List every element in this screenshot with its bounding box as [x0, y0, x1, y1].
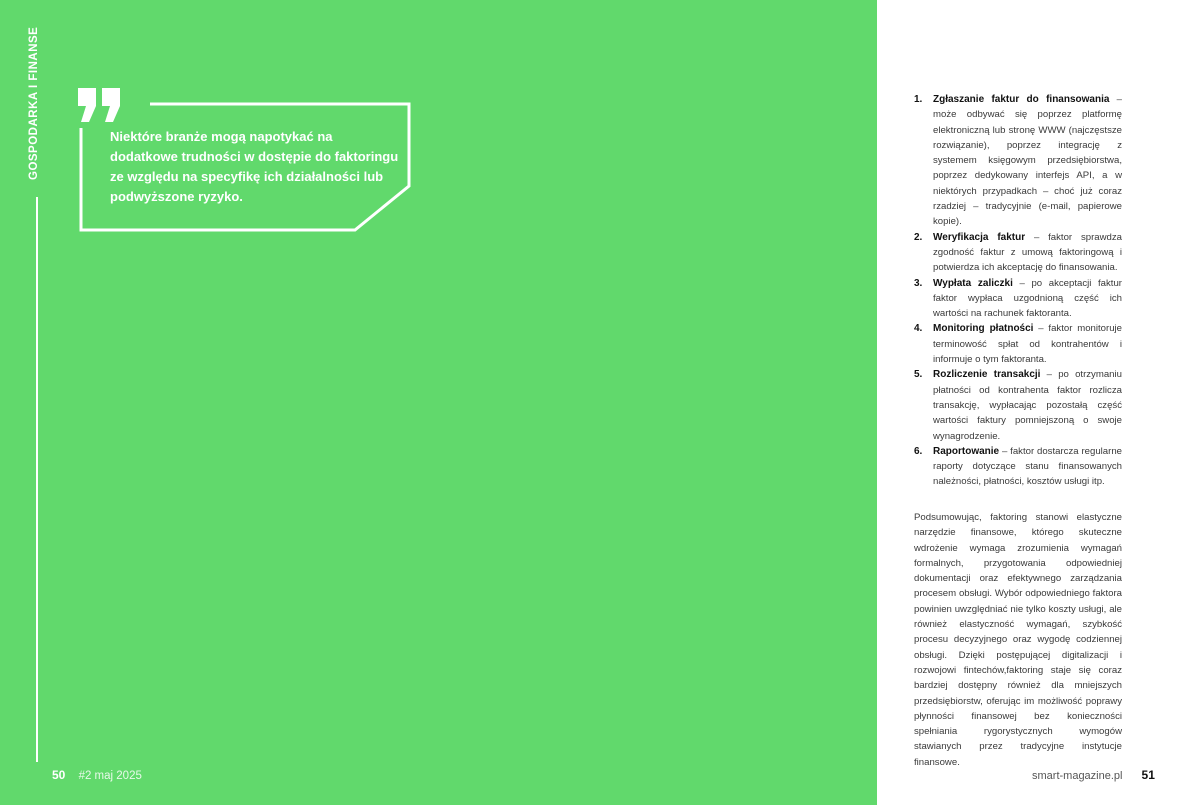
page-number-left: 50	[52, 768, 66, 782]
summary-paragraph: Podsumowując, faktoring stanowi elastyczne narzędzie finansowe, którego skuteczne wdrożenie wymaga zrozumienia wymagań formalnych, przygotowania odpowiedniej dokumentacji oraz efektywnego zarządzania procesem obsługi. Wybór odpowiedniego faktora powinien uwzględniać nie tylko koszty usługi, ale również elastyczność wymagań, szybkość procesu decyzyjnego oraz wygodę codziennej obsługi. Dzięki postępującej digitalizacji i rozwojowi fintechów,faktoring staje się coraz bardziej dostępny również dla mniejszych przedsiębiorstw, oferując im możliwość poprawy płynności finansowej bez konieczności spełniania rygorystycznych wymogów stawianych przez tradycyjne instytucje finansowe.	[914, 512, 1122, 768]
steps-list	[914, 92, 1122, 490]
step-text: – faktor dostarcza regularne raporty dotyczące stanu finansowanych należności, płatności, kosztów usługi itp.	[933, 445, 1122, 488]
step-number: 3.	[914, 277, 923, 289]
step-text: – po akceptacji faktur faktor wypłaca uzgodnioną część ich wartości na rachunek faktoranta.	[933, 277, 1122, 320]
list-item	[914, 367, 1122, 443]
step-number: 4.	[914, 323, 923, 335]
step-title: Raportowanie	[933, 445, 1000, 457]
step-title: Monitoring płatności	[933, 323, 1034, 335]
step-number: 6.	[914, 445, 923, 457]
list-item	[914, 444, 1122, 490]
step-title: Weryfikacja faktur	[933, 231, 1026, 243]
footer-right	[1032, 768, 1155, 782]
section-label: GOSPODARKA I FINANSE	[28, 26, 40, 180]
step-text: – po otrzymaniu płatności od kontrahenta faktor rozlicza transakcję, wypłacając pozostałą część wartości faktury pomniejszoną o swoje wynagrodzenie.	[933, 369, 1122, 442]
issue-label: #2 maj 2025	[78, 770, 142, 782]
page-number-right: 51	[1141, 768, 1155, 782]
step-title: Wypłata zaliczki	[933, 277, 1013, 289]
step-text: – faktor sprawdza zgodność faktur z umową faktoringową i potwierdza ich akceptację do finansowania.	[933, 231, 1123, 274]
pull-quote: Niektóre branże mogą napotykać na dodatkowe trudności w dostępie do faktoringu ze względu na specyfikę ich działalności lub podwyższone ryzyko.	[110, 129, 399, 204]
step-title: Rozliczenie transakcji	[933, 369, 1041, 381]
footer-left	[52, 768, 142, 782]
step-number: 1.	[914, 94, 923, 105]
step-title: Zgłaszanie faktur do finansowania	[933, 94, 1110, 105]
step-number: 5.	[914, 369, 923, 381]
step-number: 2.	[914, 231, 923, 243]
list-item	[914, 230, 1122, 276]
website-label: smart-magazine.pl	[1032, 770, 1123, 782]
step-text: – może odbywać się poprzez platformę elektroniczną lub stronę WWW (najczęstsze rozwiązanie), poprzez integrację z systemem księgowym przedsiębiorstwa, poprzez dedykowany interfejs API, a w niektórych przypadkach – choć już coraz rzadziej – tradycyjnie (e-mail, papierowe kopie).	[933, 94, 1122, 228]
list-item	[914, 276, 1122, 322]
list-item	[914, 321, 1122, 367]
step-text: – faktor monitoruje terminowość spłat od kontrahentów i informuje o tym faktoranta.	[933, 323, 1122, 366]
list-item	[914, 92, 1122, 230]
